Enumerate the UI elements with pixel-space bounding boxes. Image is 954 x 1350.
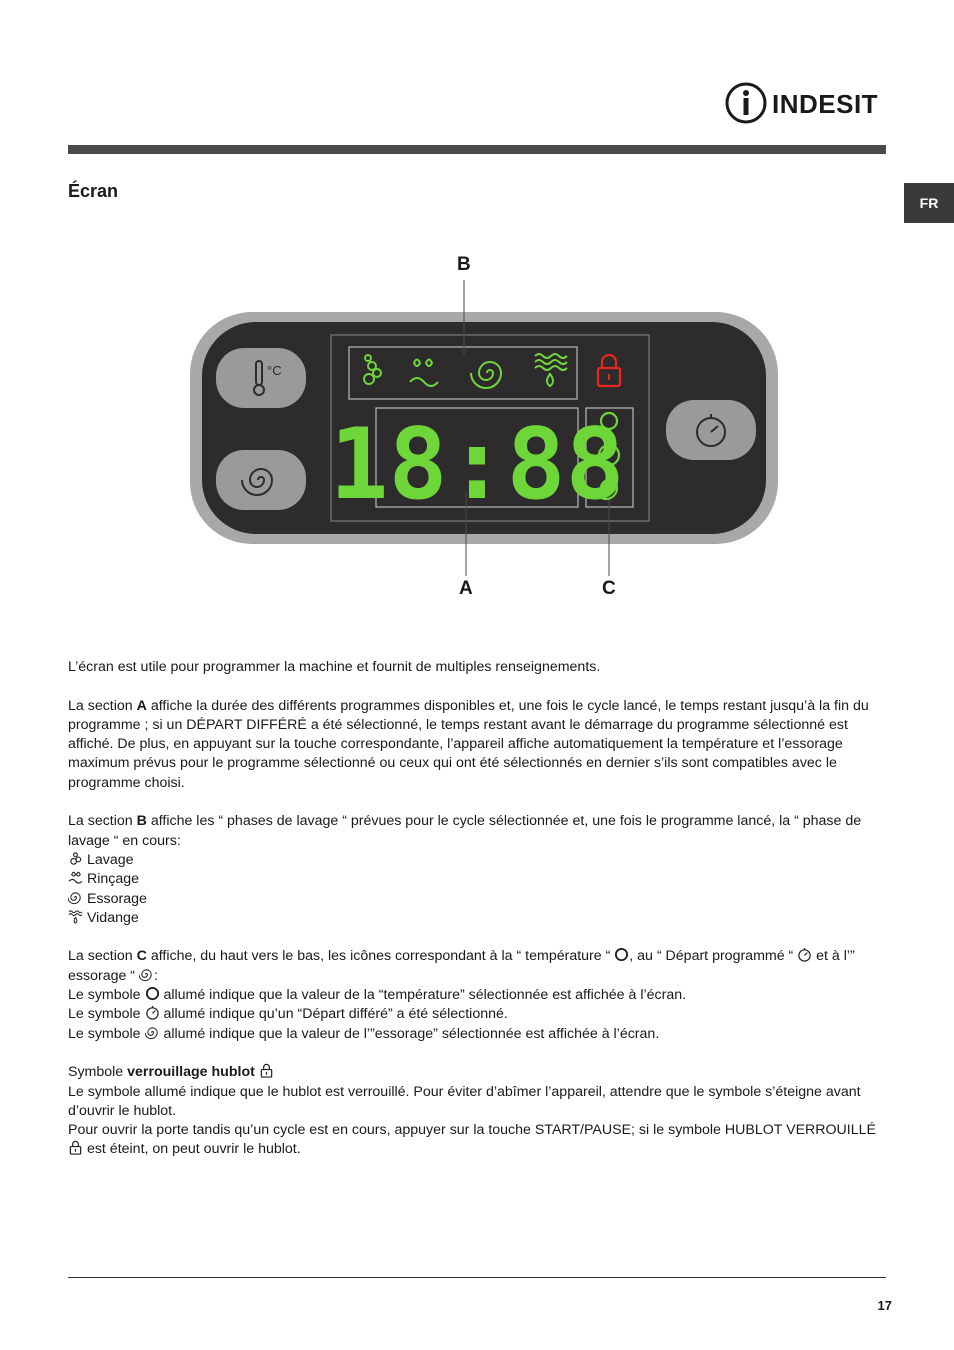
section-b-paragraph: La section B affiche les “ phases de lavage “ prévues pour le cycle sélectionnée et, une fois le programme lancé, la “ phase de lavage “ en cours: Lavage Rinçage Essorage Vidange (68, 812, 888, 928)
temperature-indicator-icon (145, 986, 160, 1001)
spin-icon (68, 890, 83, 905)
language-tab: FR (904, 183, 954, 223)
callout-a: A (459, 578, 473, 599)
temperature-indicator-icon (614, 947, 629, 962)
lock-paragraph: Symbole verrouillage hublot Le symbole allumé indique que le hublot est verrouillé. Pour éviter d’abîmer l’appareil, attendre que le symbole s’éteigne avant d’ouvrir le hublot. Pour ouvrir la porte tandis qu’un cycle est en cours, appuyer sur la touche START/PAUSE; si le symbole HUBLOT VERROUILLÉ est éteint, on peut ouvrir le hublot. (68, 1063, 888, 1159)
header-rule (68, 145, 886, 154)
callout-c: C (602, 578, 616, 599)
rinse-icon (68, 870, 83, 885)
door-lock-icon (68, 1140, 83, 1155)
callout-b: B (457, 254, 471, 275)
lock-line-2: Pour ouvrir la porte tandis qu’un cycle est en cours, appuyer sur la touche START/PAUSE; si le symbole HUBLOT VERROUILLÉ est éteint, on peut ouvrir le hublot. (68, 1122, 876, 1158)
delay-symbol-line: Le symbole allumé indique qu’un “Départ différé” a été sélectionné. (68, 1006, 508, 1023)
temperature-symbol-line: Le symbole allumé indique que la valeur de la “température” sélectionnée est affichée à l’écran. (68, 987, 687, 1004)
section-title: Écran (68, 181, 119, 201)
phase-drain: Vidange (68, 909, 888, 928)
spin-symbol-line: Le symbole allumé indique que la valeur de l’”essorage” sélectionnée est affichée à l’écran. (68, 1025, 660, 1042)
time-digits: 18:88 (329, 408, 625, 522)
temp-unit: °C (267, 363, 282, 378)
delayed-start-icon (797, 947, 812, 962)
intro-paragraph: L’écran est utile pour programmer la machine et fournit de multiples renseignements. (68, 659, 601, 675)
footer-rule (68, 1277, 886, 1278)
indesit-logo (724, 80, 889, 126)
drain-icon (68, 909, 83, 924)
brand-name: INDESIT (772, 89, 879, 119)
wash-icon (68, 851, 83, 866)
section-c-paragraph: La section C affiche, du haut vers le bas, les icônes correspondant à la “ température “ , au “ Départ programmé “ et à l’” essorage “ : Le symbole allumé indique que la valeur de la “température” sélectionnée est affichée à l’écran. Le symbole allumé indique qu’un “Départ différé” a été sélectionné. Le symbole allumé indique que la valeur de l’”essorage” sélectionnée est affichée à l’écran. (68, 947, 888, 1043)
door-lock-icon (259, 1063, 274, 1078)
display-panel-illustration (188, 248, 780, 608)
lock-line-1: Le symbole allumé indique que le hublot est verrouillé. Pour éviter d’abîmer l’appareil, attendre que le symbole s’éteigne avant d’ouvrir le hublot. (68, 1083, 861, 1119)
spin-button (216, 450, 306, 510)
page-number: 17 (877, 1298, 892, 1313)
section-a-paragraph: La section A affiche la durée des différents programmes disponibles et, une fois le cycle lancé, le temps restant jusqu’à la fin du programme ; si un DÉPART DIFFÉRÉ a été sélectionné, le temps restant avant le démarrage du programme sélectionné est affiché. De plus, en appuyant sur la touche correspondante, l’appareil affiche automatiquement la température et l’essorage maximum prévus pour le programme sélectionné ou ceux qui ont été sélectionnés en dernier s’ils sont compatibles avec le programme choisi. (68, 697, 869, 791)
body-text (68, 658, 888, 1179)
delayed-start-icon (145, 1005, 160, 1020)
phase-spin: Essorage (68, 890, 888, 909)
spin-icon (139, 967, 154, 982)
phase-rinse: Rinçage (68, 870, 888, 889)
spin-icon (145, 1025, 160, 1040)
phase-wash: Lavage (68, 851, 888, 870)
delay-start-button (666, 400, 756, 460)
